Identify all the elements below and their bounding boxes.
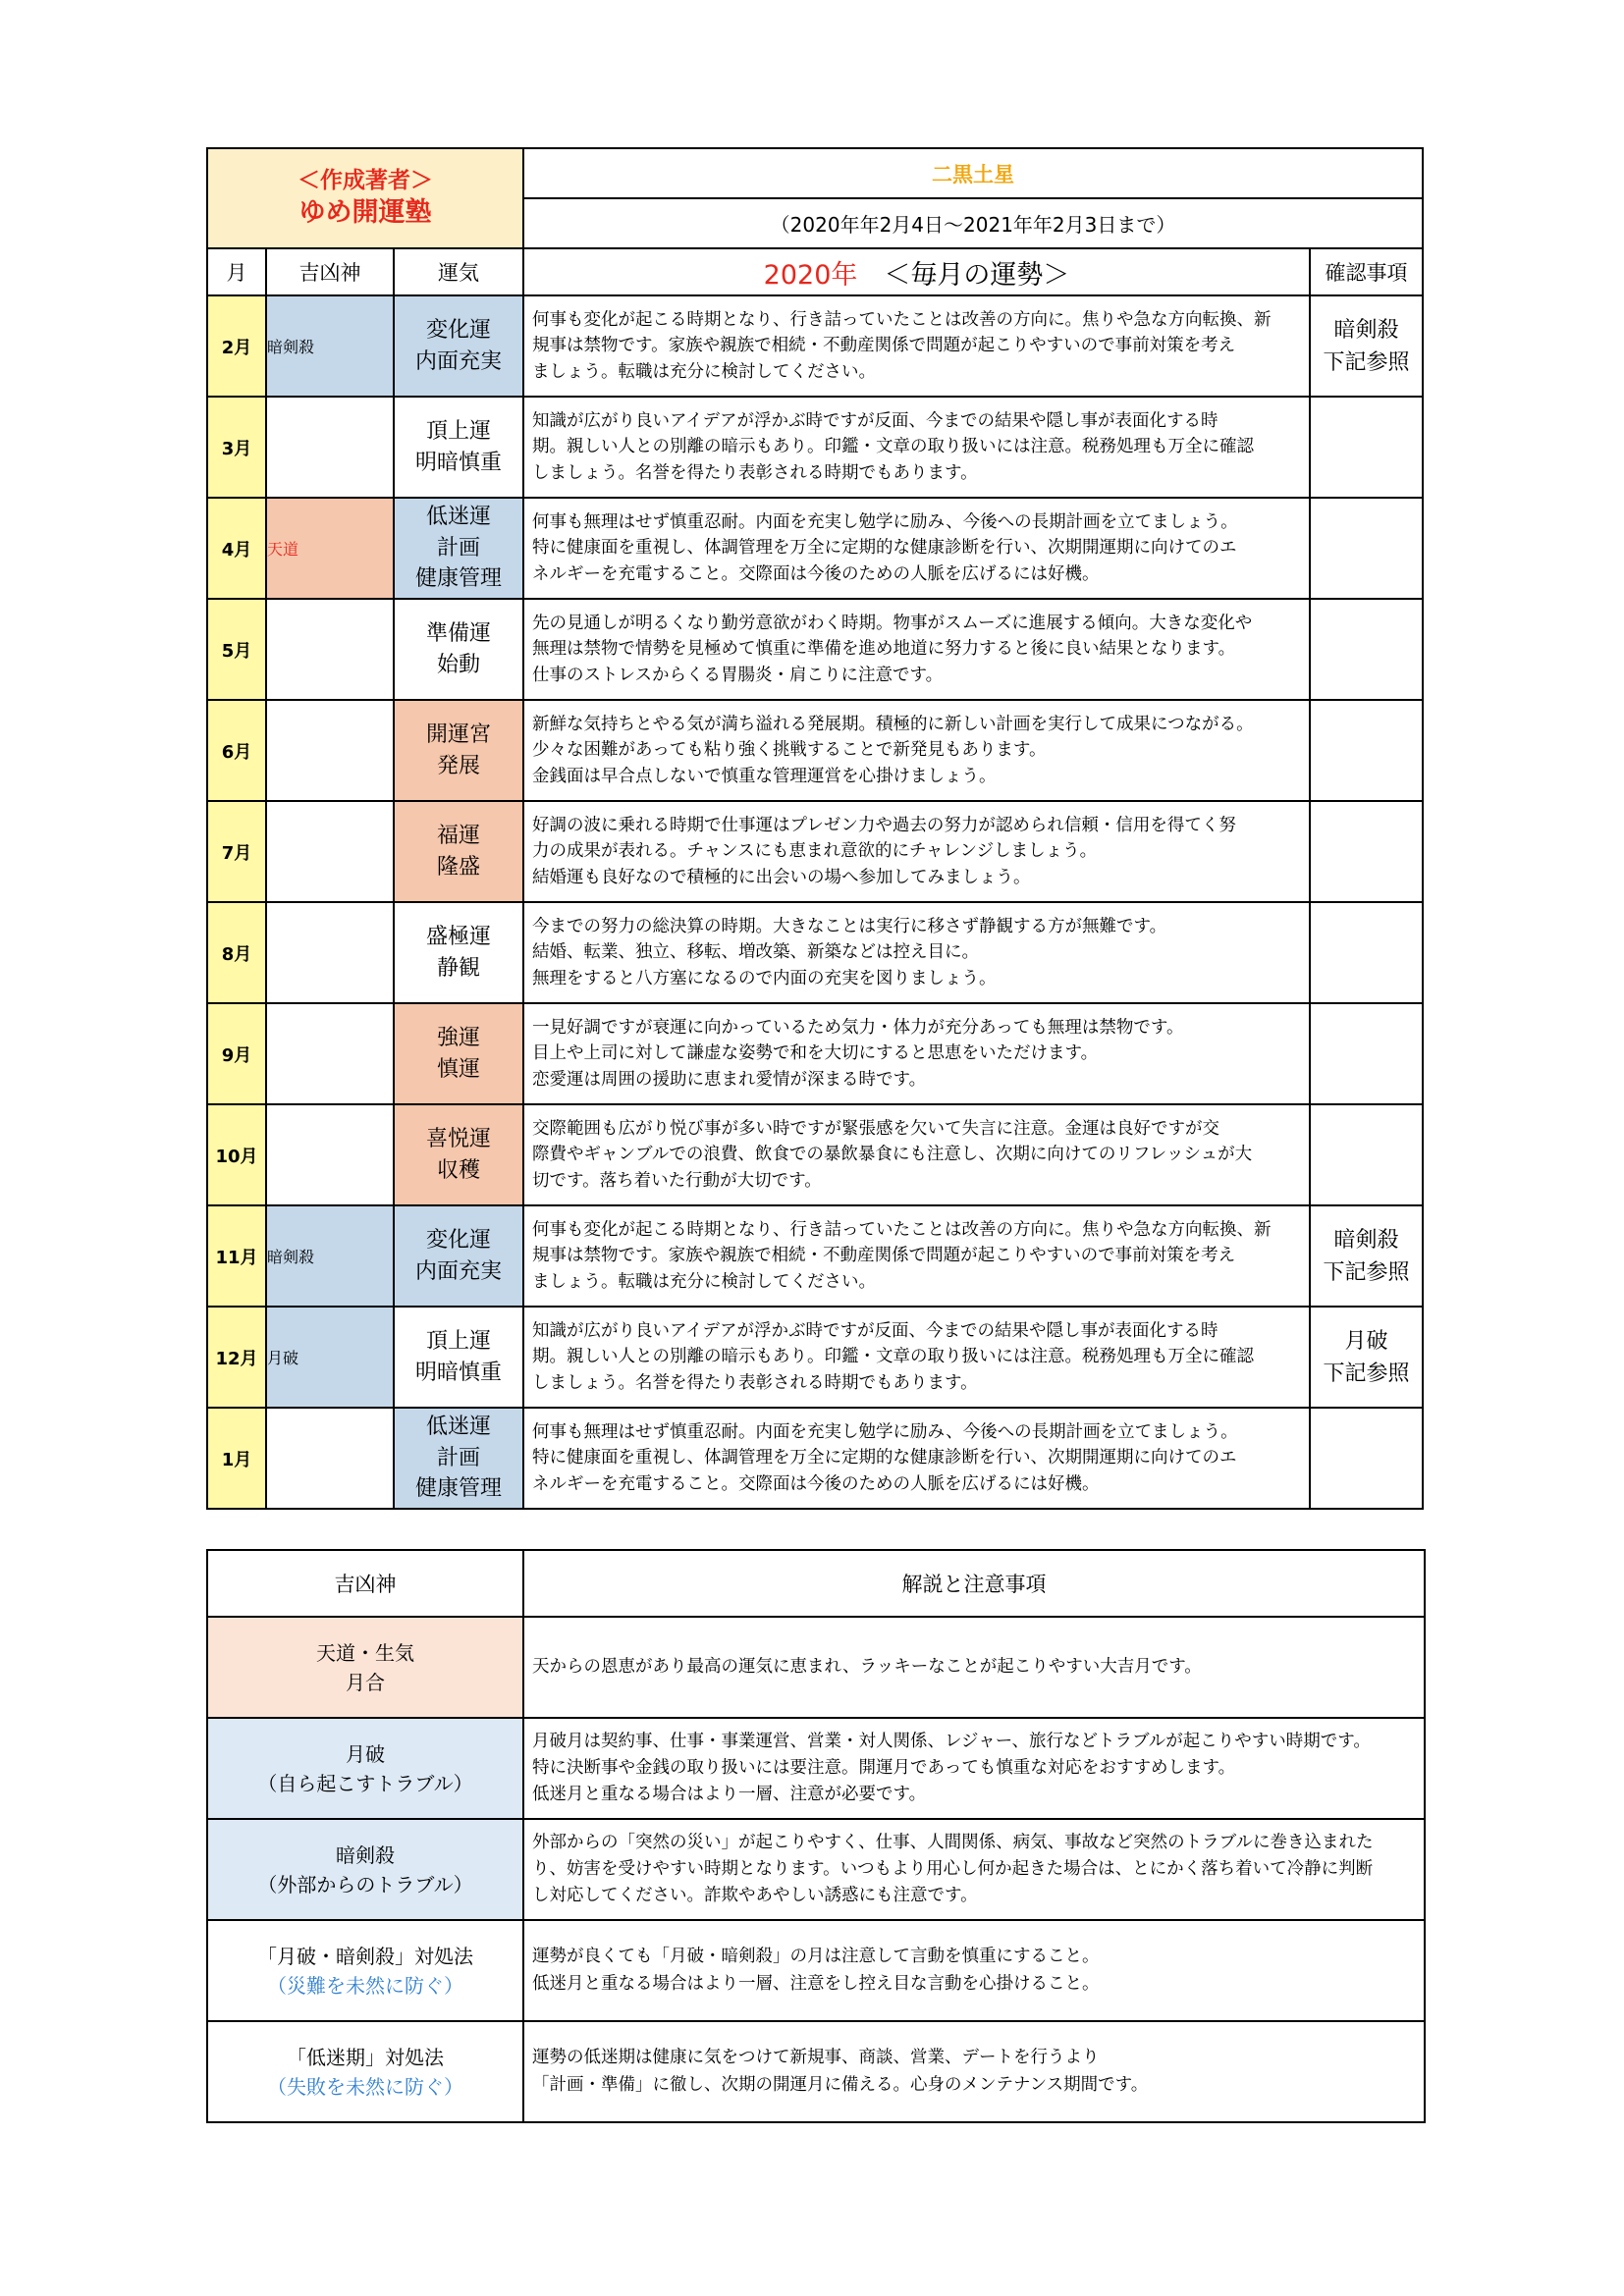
description-line: 先の見通しが明るくなり勤労意欲がわく時期。物事がスムーズに進展する傾向。大きな変化や [532, 614, 1253, 634]
month-row [207, 1003, 1423, 1104]
description-line: 仕事のストレスからくる胃腸炎・肩こりに注意です。 [532, 665, 944, 685]
legend-description-line: し対応してください。詐欺やあやしい誘惑にも注意です。 [532, 1886, 978, 1906]
unki-line: 健康管理 [415, 1476, 503, 1502]
unki-line: 開運宮 [426, 721, 492, 747]
kichikyo-cell [266, 599, 394, 700]
month-row [207, 700, 1423, 801]
legend-sub: （外部からのトラブル） [257, 1872, 473, 1896]
kichikyo-cell [266, 1003, 394, 1104]
description-line: 新鮮な気持ちとやる気が満ち溢れる発展期。積極的に新しい計画を実行して成果につながる。 [532, 715, 1254, 735]
month-label: 10月 [207, 1104, 266, 1205]
kakunin-cell [1310, 599, 1423, 700]
kichikyo-cell [266, 397, 394, 498]
month-label: 4月 [207, 498, 266, 599]
legend-header-desc: 解説と注意事項 [523, 1550, 1425, 1617]
description-line: 少々な困難があっても粘り強く挑戦することで新発見もあります。 [532, 740, 1047, 761]
kakunin-cell [1310, 1408, 1423, 1509]
kakunin-cell [1310, 902, 1423, 1003]
period-text: （2020年年2月4日〜2021年年2月3日まで） [523, 198, 1423, 248]
description-line: 知識が広がり良いアイデアが浮かぶ時ですが反面、今までの結果や隠し事が表面化する時 [532, 411, 1218, 432]
description-line: 何事も無理はせず慎重忍耐。内面を充実し勉学に励み、今後への長期計画を立てましょう。 [532, 1422, 1238, 1443]
legend-name-cell [207, 1920, 523, 2021]
legend-header-name: 吉凶神 [207, 1550, 523, 1617]
legend-description-line: 低迷月と重なる場合はより一層、注意が必要です。 [532, 1785, 927, 1805]
legend-name: 月合 [346, 1670, 385, 1694]
unki-cell [394, 599, 523, 700]
month-row [207, 498, 1423, 599]
month-label: 1月 [207, 1408, 266, 1509]
kakunin-line: 下記参照 [1323, 1361, 1410, 1386]
description-line: 特に健康面を重視し、体調管理を万全に定期的な健康診断を行い、次期開運期に向けてのエ [532, 538, 1237, 559]
description-line: 規事は禁物です。家族や親族で相続・不動産関係で問題が起こりやすいので事前対策を考え [532, 336, 1236, 356]
author-name: ゆめ開運塾 [298, 197, 432, 229]
unki-cell [394, 902, 523, 1003]
fortune-description [523, 1104, 1310, 1205]
description-line: 規事は禁物です。家族や親族で相続・不動産関係で問題が起こりやすいので事前対策を考え [532, 1246, 1236, 1266]
description-line: 力の成果が表れる。チャンスにも恵まれ意欲的にチャレンジしましょう。 [532, 841, 1098, 862]
month-label: 8月 [207, 902, 266, 1003]
unki-line: 強運 [437, 1025, 481, 1050]
legend-sub: （災難を未然に防ぐ） [267, 1973, 463, 1998]
kakunin-line: 暗剣殺 [1333, 1227, 1399, 1253]
description-line: 結婚運も良好なので積極的に出会いの場へ参加してみましょう。 [532, 867, 1031, 887]
unki-cell [394, 498, 523, 599]
legend-description-line: 「計画・準備」に徹し、次期の開運月に備える。心身のメンテナンス期間です。 [532, 2074, 1149, 2095]
unki-line: 低迷運 [426, 504, 492, 529]
legend-name: 天道・生気 [316, 1640, 414, 1665]
kakunin-cell [1310, 498, 1423, 599]
kakunin-cell [1310, 801, 1423, 902]
month-label: 11月 [207, 1205, 266, 1307]
legend-name: 月破 [346, 1741, 385, 1766]
legend-name-cell [207, 1718, 523, 1819]
kichikyo-cell [266, 1408, 394, 1509]
legend-description-line: 特に決断事や金銭の取り扱いには要注意。開運月であっても慎重な対応をおすすめします。 [532, 1757, 1236, 1778]
legend-description [523, 1819, 1425, 1920]
kakunin-line: 月破 [1344, 1328, 1388, 1354]
description-line: 今までの努力の総決算の時期。大きなことは実行に移さず静観する方が無難です。 [532, 917, 1167, 937]
author-label: ＜作成著者＞ [298, 167, 434, 193]
author-cell [207, 148, 523, 248]
month-row [207, 1104, 1423, 1205]
month-row [207, 1408, 1423, 1509]
kakunin-line: 暗剣殺 [1333, 317, 1399, 343]
fortune-description [523, 1307, 1310, 1408]
description-line: 無理をすると八方塞になるので内面の充実を図りましょう。 [532, 968, 997, 988]
legend-rows [207, 1617, 1425, 2122]
unki-cell [394, 295, 523, 397]
description-line: 結婚、転業、独立、移転、増改築、新築などは控え目に。 [532, 942, 980, 963]
description-line: 金銭面は早合点しないで慎重な管理運営を心掛けましょう。 [532, 766, 997, 786]
legend-name-cell [207, 1819, 523, 1920]
kakunin-cell [1310, 1003, 1423, 1104]
legend-description-line: 運勢の低迷期は健康に気をつけて新規事、商談、営業、デートを行うより [532, 2048, 1100, 2068]
star-name: 二黒土星 [523, 148, 1423, 198]
fortune-description [523, 599, 1310, 700]
month-row [207, 902, 1423, 1003]
description-line: 何事も変化が起こる時期となり、行き詰っていたことは改善の方向に。焦りや急な方向転換、新 [532, 310, 1272, 331]
fortune-description [523, 1408, 1310, 1509]
description-line: ネルギーを充電すること。交際面は今後のための人脈を広げるには好機。 [532, 563, 1100, 584]
month-label: 7月 [207, 801, 266, 902]
month-row [207, 1205, 1423, 1307]
unki-line: 計画 [437, 535, 481, 561]
unki-cell [394, 1003, 523, 1104]
col-header-kichikyo: 吉凶神 [266, 248, 394, 295]
description-line: 一見好調ですが衰運に向かっているため気力・体力が充分あっても無理は禁物です。 [532, 1018, 1184, 1039]
kakunin-line: 下記参照 [1323, 349, 1410, 375]
description-line: ましょう。転職は充分に検討してください。 [532, 1271, 877, 1292]
unki-cell [394, 1205, 523, 1307]
kakunin-cell [1310, 295, 1423, 397]
unki-line: 内面充実 [415, 348, 503, 374]
legend-description-line: 運勢が良くても「月破・暗剣殺」の月は注意して言動を慎重にすること。 [532, 1947, 1100, 1967]
kakunin-cell [1310, 700, 1423, 801]
kichikyo-cell [266, 801, 394, 902]
month-row [207, 295, 1423, 397]
legend-description [523, 1920, 1425, 2021]
fortune-description [523, 801, 1310, 902]
page-title [523, 248, 1310, 295]
description-line: 何事も変化が起こる時期となり、行き詰っていたことは改善の方向に。焦りや急な方向転換、新 [532, 1220, 1272, 1241]
description-line: 際費やギャンブルでの浪費、飲食での暴飲暴食にも注意し、次期に向けてのリフレッシュが大 [532, 1145, 1253, 1165]
description-line: 期。親しい人との別離の暗示もあり。印鑑・文章の取り扱いには注意。税務処理も万全に確認 [532, 1347, 1255, 1367]
unki-line: 健康管理 [415, 566, 503, 592]
unki-line: 発展 [437, 753, 481, 778]
description-line: しましょう。名誉を得たり表彰される時期でもあります。 [532, 1372, 978, 1393]
unki-cell [394, 1307, 523, 1408]
description-line: 交際範囲も広がり悦び事が多い時ですが緊張感を欠いて失言に注意。金運は良好ですが交 [532, 1119, 1220, 1140]
description-line: 知識が広がり良いアイデアが浮かぶ時ですが反面、今までの結果や隠し事が表面化する時 [532, 1321, 1218, 1342]
legend-sub: （失敗を未然に防ぐ） [267, 2074, 463, 2099]
unki-line: 収穫 [437, 1157, 481, 1183]
legend-table [206, 1549, 1426, 2123]
unki-cell [394, 801, 523, 902]
unki-line: 準備運 [426, 620, 492, 646]
unki-line: 明暗慎重 [415, 1360, 503, 1385]
col-header-month: 月 [207, 248, 266, 295]
kichikyo-cell: 暗剣殺 [266, 295, 394, 397]
fortune-description [523, 498, 1310, 599]
legend-name: 「低迷期」対処法 [287, 2045, 444, 2069]
legend-description-line: 低迷月と重なる場合はより一層、注意をし控え目な言動を心掛けること。 [532, 1973, 1100, 1994]
unki-line: 喜悦運 [426, 1126, 492, 1151]
legend-description-line: 外部からの「突然の災い」が起こりやすく、仕事、人間関係、病気、事故など突然のトラブルに巻き込まれた [532, 1832, 1374, 1852]
kakunin-cell [1310, 1104, 1423, 1205]
description-line: 切です。落ち着いた行動が大切です。 [532, 1170, 822, 1191]
month-row [207, 801, 1423, 902]
unki-line: 慎運 [437, 1056, 481, 1082]
legend-description [523, 2021, 1425, 2122]
legend-description-line: 月破月は契約事、仕事・事業運営、営業・対人関係、レジャー、旅行などトラブルが起こりやすい時期です。 [532, 1731, 1371, 1751]
col-header-unki: 運気 [394, 248, 523, 295]
description-line: 恋愛運は周囲の援助に恵まれ愛情が深まる時です。 [532, 1069, 927, 1090]
unki-line: 低迷運 [426, 1414, 492, 1439]
legend-description [523, 1718, 1425, 1819]
monthly-fortune-table [206, 147, 1424, 1510]
fortune-description [523, 1003, 1310, 1104]
legend-description [523, 1617, 1425, 1718]
legend-name: 「月破・暗剣殺」対処法 [257, 1944, 473, 1968]
legend-name: 暗剣殺 [336, 1842, 395, 1867]
legend-row [207, 1617, 1425, 1718]
unki-line: 頂上運 [426, 1328, 492, 1354]
month-label: 5月 [207, 599, 266, 700]
unki-line: 隆盛 [437, 854, 481, 880]
description-line: 特に健康面を重視し、体調管理を万全に定期的な健康診断を行い、次期開運期に向けてのエ [532, 1448, 1237, 1468]
unki-line: 始動 [437, 652, 481, 677]
description-line: 何事も無理はせず慎重忍耐。内面を充実し勉学に励み、今後への長期計画を立てましょう。 [532, 512, 1238, 533]
unki-cell [394, 397, 523, 498]
title-text: ＜毎月の運勢＞ [884, 259, 1070, 291]
description-line: 好調の波に乗れる時期で仕事運はプレゼン力や過去の努力が認められ信頼・信用を得てく努 [532, 816, 1236, 836]
legend-description-line: り、妨害を受けやすい時期となります。いつもより用心し何か起きた場合は、とにかく落ち着いて冷静に判断 [532, 1858, 1374, 1879]
legend-row [207, 1920, 1425, 2021]
fortune-description [523, 700, 1310, 801]
unki-line: 頂上運 [426, 418, 492, 444]
kichikyo-cell: 暗剣殺 [266, 1205, 394, 1307]
month-rows [207, 295, 1423, 1509]
month-label: 12月 [207, 1307, 266, 1408]
kichikyo-cell: 天道 [266, 498, 394, 599]
description-line: 無理は禁物で情勢を見極めて慎重に準備を進め地道に努力すると後に良い結果となります。 [532, 639, 1236, 660]
unki-line: 福運 [437, 823, 481, 848]
description-line: ネルギーを充電すること。交際面は今後のための人脈を広げるには好機。 [532, 1473, 1100, 1494]
month-label: 3月 [207, 397, 266, 498]
month-label: 2月 [207, 295, 266, 397]
fortune-description [523, 295, 1310, 397]
kakunin-cell [1310, 1205, 1423, 1307]
month-label: 9月 [207, 1003, 266, 1104]
legend-row [207, 1819, 1425, 1920]
unki-line: 変化運 [426, 1227, 492, 1253]
unki-line: 明暗慎重 [415, 450, 503, 475]
unki-cell [394, 700, 523, 801]
description-line: 目上や上司に対して謙虚な姿勢で和を大切にすると思恵をいただけます。 [532, 1043, 1099, 1064]
kakunin-cell [1310, 397, 1423, 498]
month-row [207, 599, 1423, 700]
unki-cell [394, 1104, 523, 1205]
unki-line: 計画 [437, 1445, 481, 1470]
legend-name-cell [207, 1617, 523, 1718]
unki-line: 静観 [437, 955, 481, 981]
fortune-description [523, 902, 1310, 1003]
legend-name-cell [207, 2021, 523, 2122]
kakunin-cell [1310, 1307, 1423, 1408]
description-line: しましょう。名誉を得たり表彰される時期でもあります。 [532, 462, 978, 483]
kichikyo-cell [266, 700, 394, 801]
month-label: 6月 [207, 700, 266, 801]
kichikyo-cell [266, 902, 394, 1003]
unki-line: 変化運 [426, 317, 492, 343]
kakunin-line: 下記参照 [1323, 1259, 1410, 1285]
kichikyo-cell [266, 1104, 394, 1205]
description-line: ましょう。転職は充分に検討してください。 [532, 361, 877, 382]
title-year: 2020年 [763, 259, 858, 291]
fortune-description [523, 397, 1310, 498]
month-row [207, 1307, 1423, 1408]
legend-sub: （自ら起こすトラブル） [257, 1771, 473, 1795]
legend-row [207, 2021, 1425, 2122]
fortune-description [523, 1205, 1310, 1307]
month-row [207, 397, 1423, 498]
unki-cell [394, 1408, 523, 1509]
unki-line: 盛極運 [426, 924, 492, 949]
description-line: 期。親しい人との別離の暗示もあり。印鑑・文章の取り扱いには注意。税務処理も万全に確認 [532, 437, 1255, 457]
unki-line: 内面充実 [415, 1258, 503, 1284]
legend-description-line: 天からの恩恵があり最高の運気に恵まれ、ラッキーなことが起こりやすい大吉月です。 [532, 1656, 1202, 1677]
legend-row [207, 1718, 1425, 1819]
col-header-kakunin: 確認事項 [1310, 248, 1423, 295]
kichikyo-cell: 月破 [266, 1307, 394, 1408]
